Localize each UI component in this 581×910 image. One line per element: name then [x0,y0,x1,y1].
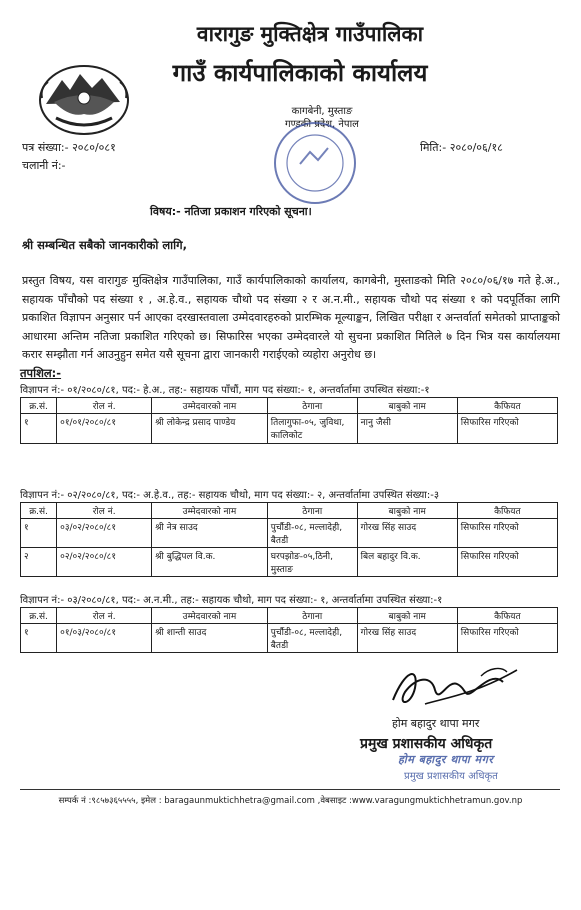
cell-name: श्री नेत्र साउद [152,519,268,548]
cell-roll: ०२/०२/२०८०/८१ [57,548,152,577]
col-header: उम्मेदवारको नाम [152,398,268,414]
notice-body: प्रस्तुत विषय, यस वारागुङ मुक्तिक्षेत्र गाउँपालिका, गाउँ कार्यपालिकाको कार्यालय, कागबेनी, मुस्ताङको मिति २०८०/०६/१७ गते हे.अ., सहायक पाँचौको पद संख्या १ , अ.हे.व., सहायक चौथो पद संख्या २ र अ.न.मी., सहायक चौथो पद संख्या १ को पदपूर्तिका लागि प्रकाशित विज्ञापन अनुसार पर्न आएका दरखास्तवाला उम्मेदवारहरुको प्रारम्भिक मूल्याङ्कन, लिखित परीक्षा र अन्तर्वार्ता समेतको प्राप्ताङ्कको आधारमा अन्तिम नतिजा प्रकाशित गरिएको छ। सिफारिस भएका उम्मेदवारले यो सुचना प्रकाशित मितिले ७ दिन भित्र यस कार्यालयमा करार सम्झौता गर्न आउनुहुन समेत यसै सूचना द्वारा जानकारी गराईएको व्यहोरा अनुरोध छ। [22,274,560,361]
col-header: क्र.सं. [21,398,57,414]
col-header: रोल नं. [57,398,152,414]
table-row [21,519,558,548]
cell-father: नानु जैसी [357,414,457,444]
handwritten-signature [385,660,525,716]
office-address-line1: कागबेनी, मुस्ताङ [291,106,353,117]
table-header-row [21,608,558,624]
vacancy-line: विज्ञापन नं:- ०१/२०८०/८१, पद:- हे.अ., तह:- सहायक पाँचौं, माग पद संख्या:- १, अन्तर्वार्तामा उपस्थित संख्या:-१ [20,385,430,396]
col-header: उम्मेदवारको नाम [152,503,268,519]
col-header: क्र.सं. [21,503,57,519]
col-header: उम्मेदवारको नाम [152,608,268,624]
col-header: क्र.सं. [21,608,57,624]
result-table [20,502,558,577]
col-header: कैफियत [457,503,557,519]
col-header: बाबुको नाम [357,398,457,414]
cell-address: पुर्चौडी-०८, मल्लादेही, बैतडी [267,519,357,548]
dispatch-number: चलानी नं:- [22,159,66,172]
vacancy-line: विज्ञापन नं:- ०३/२०८०/८१, पद:- अ.न.मी., तह:- सहायक चौथो, माग पद संख्या:- १, अन्तर्वार्तामा उपस्थित संख्या:-१ [20,595,443,606]
details-heading: तपशिल:- [20,366,62,380]
cell-father: गोरख सिंह साउद [357,624,457,653]
footer-divider [20,789,560,790]
signer-title: प्रमुख प्रशासकीय अधिकृत [360,736,493,752]
cell-sn: २ [21,548,57,577]
result-table [20,607,558,653]
cell-sn: १ [21,414,57,444]
municipality-title: वारागुङ मुक्तिक्षेत्र गाउँपालिका [196,22,424,46]
cell-address: पुर्चौडी-०८, मल्लादेही, बैतडी [267,624,357,653]
cell-sn: १ [21,519,57,548]
col-header: कैफियत [457,398,557,414]
office-address-line2: गण्डकी प्रदेश, नेपाल [285,119,359,130]
col-header: ठेगाना [267,503,357,519]
cell-address: घरपझोङ-०५,ठिनी, मुस्ताङ [267,548,357,577]
cell-name: श्री शान्ती साउद [152,624,268,653]
table-row [21,624,558,653]
cell-sn: १ [21,624,57,653]
cell-roll: ०१/०३/२०८०/८१ [57,624,152,653]
seal-title-stamp: प्रमुख प्रशासकीय अधिकृत [404,771,498,782]
cell-father: गोरख सिंह साउद [357,519,457,548]
result-table [20,397,558,444]
cell-name: श्री बुद्धिपल वि.क. [152,548,268,577]
table-row [21,548,558,577]
contact-footer: सम्पर्क नं :९८५७३६५५५५, इमेल : baragaunmuktichhetra@gmail.com ,वेबसाइट :www.varagungmuktichhetramun.gov.np [58,796,523,806]
cell-name: श्री लोकेन्द्र प्रसाद पाण्डेय [152,414,268,444]
col-header: रोल नं. [57,503,152,519]
office-stamp-icon [270,118,360,208]
cell-roll: ०१/०१/२०८०/८१ [57,414,152,444]
col-header: बाबुको नाम [357,503,457,519]
cell-remark: सिफारिस गरिएको [457,548,557,577]
office-title: गाउँ कार्यपालिकाको कार्यालय [172,59,428,87]
salutation: श्री सम्बन्धित सबैको जानकारीको लागि, [22,238,187,252]
col-header: कैफियत [457,608,557,624]
letter-date: मिति:- २०८०/०६/१८ [420,141,503,154]
col-header: ठेगाना [267,608,357,624]
col-header: ठेगाना [267,398,357,414]
cell-remark: सिफारिस गरिएको [457,624,557,653]
vacancy-line: विज्ञापन नं:- ०२/२०८०/८१, पद:- अ.हे.व., तह:- सहायक चौथो, माग पद संख्या:- २, अन्तर्वार्तामा उपस्थित संख्या:-३ [20,490,440,501]
cell-remark: सिफारिस गरिएको [457,414,557,444]
letter-number: पत्र संख्या:- २०८०/०८१ [22,141,116,154]
table-header-row [21,398,558,414]
subject-line: विषय:- नतिजा प्रकाशन गरिएको सूचना। [150,205,312,218]
table-header-row [21,503,558,519]
cell-remark: सिफारिस गरिएको [457,519,557,548]
col-header: बाबुको नाम [357,608,457,624]
cell-address: तिलागुफा-०५, जुविथा, कालिकोट [267,414,357,444]
cell-father: बिल बहादुर वि.क. [357,548,457,577]
col-header: रोल नं. [57,608,152,624]
table-row [21,414,558,444]
signer-name: होम बहादुर थापा मगर [392,717,480,730]
cell-roll: ०३/०२/२०८०/८१ [57,519,152,548]
nepal-emblem-icon [36,58,132,138]
seal-name-stamp: होम बहादुर थापा मगर [398,753,494,766]
